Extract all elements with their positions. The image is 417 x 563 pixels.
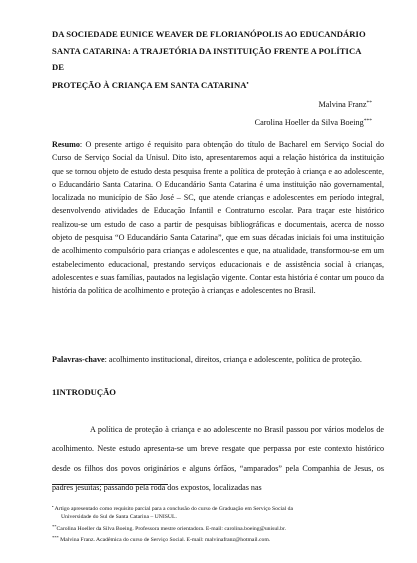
title-line-3-text: PROTEÇÃO À CRIANÇA EM SANTA CATARINA: [52, 79, 247, 90]
author-1: [72, 95, 372, 113]
keywords: [52, 353, 384, 366]
author-list: [72, 95, 372, 131]
title-line-2: SANTA CATARINA: A TRAJETÓRIA DA INSTITUIÇÃO FRENTE A POLÍTICA DE: [52, 45, 361, 72]
footnotes: [52, 503, 384, 545]
intro-paragraph: A política de proteção à criança e ao adolescente no Brasil passou por vários modelos de acolhimento. Neste estudo apresenta-se um breve resgate que perpassa por este contexto histórico desde os filhos dos povos originários e alguns órfãos, “amparados” pela Companhia de Jesus, os padres jesuítas; passando pela roda dos expostos, localizadas nas: [52, 425, 384, 493]
footnote-1-marker: •: [52, 504, 54, 509]
footnote-1-continuation: Universidade do Sul de Santa Catarina – UNISUL.: [61, 514, 177, 521]
title-line-1: DA SOCIEDADE EUNICE WEAVER DE FLORIANÓPOLIS AO EDUCANDÁRIO: [52, 29, 366, 39]
title-line-3: [52, 76, 372, 94]
footnote-3-text: Malvina Franz. Acadêmica do curso de Serviço Social. E-mail: malvinafranz@hotmail.com.: [58, 536, 271, 543]
author-1-name: Malvina Franz: [318, 100, 367, 109]
footnote-1: [52, 503, 384, 521]
footnote-3: [52, 534, 384, 544]
abstract-label: Resumo: [52, 140, 80, 149]
keywords-text: : acolhimento institucional, direitos, criança e adolescente, política de proteção.: [104, 355, 362, 364]
footnote-2: [52, 523, 384, 533]
footnote-3-marker: ***: [52, 534, 59, 540]
article-title: [52, 26, 372, 93]
author-2: [72, 113, 372, 131]
section-heading: 1INTRODUÇÃO: [52, 387, 116, 397]
footnote-2-text: Carolina Hoeller da Silva Boeing. Professora mestre orientadora. E-mail: carolina.boeing@unisul.br.: [56, 525, 287, 532]
keywords-label: Palavras-chave: [52, 355, 105, 364]
author-2-marker: ***: [363, 118, 372, 124]
footnote-divider: [52, 484, 168, 485]
author-2-name: Carolina Hoeller da Silva Boeing: [254, 118, 364, 127]
abstract-text: : O presente artigo é requisito para obtenção do título de Bacharel em Serviço Social do Curso de Serviço Social da Unisul. Dito isto, apresentaremos aqui a relação histórica da instituição que se tornou objeto de estudo desta pesquisa frente a política de proteção à criança e ao adolescente, o Educandário Santa Catarina. O Educandário Santa Catarina é uma instituição não governamental, localizada no município de São José – SC, que atende crianças e adolescentes em período integral, desenvolvendo atividades de Educação Infantil e Contraturno escolar. Para traçar este histórico realizou-se um estudo de caso a partir de pesquisas bibliográficas e documentais, acerca de nosso objeto de pesquisa “O Educandário Santa Catarina”, que em suas décadas iniciais foi uma instituição de acolhimento compulsório para crianças e adolescentes e que, na atualidade, transformou-se em um estabelecimento educacional, prestando serviços educacionais e de assistência social à crianças, adolescentes e suas famílias, pautados na legislação vigente. Contar esta história é contar um pouco da história da política de acolhimento e proteção à crianças e adolescentes no Brasil.: [52, 140, 384, 296]
title-footnote-marker: •: [246, 80, 249, 87]
footnote-2-marker: **: [52, 523, 57, 529]
author-1-marker: **: [366, 100, 372, 106]
abstract: [52, 138, 384, 298]
footnote-1-text: Artigo apresentado como requisito parcial para a conclusão do curso de Graduação em Serviço Social da: [53, 506, 293, 512]
